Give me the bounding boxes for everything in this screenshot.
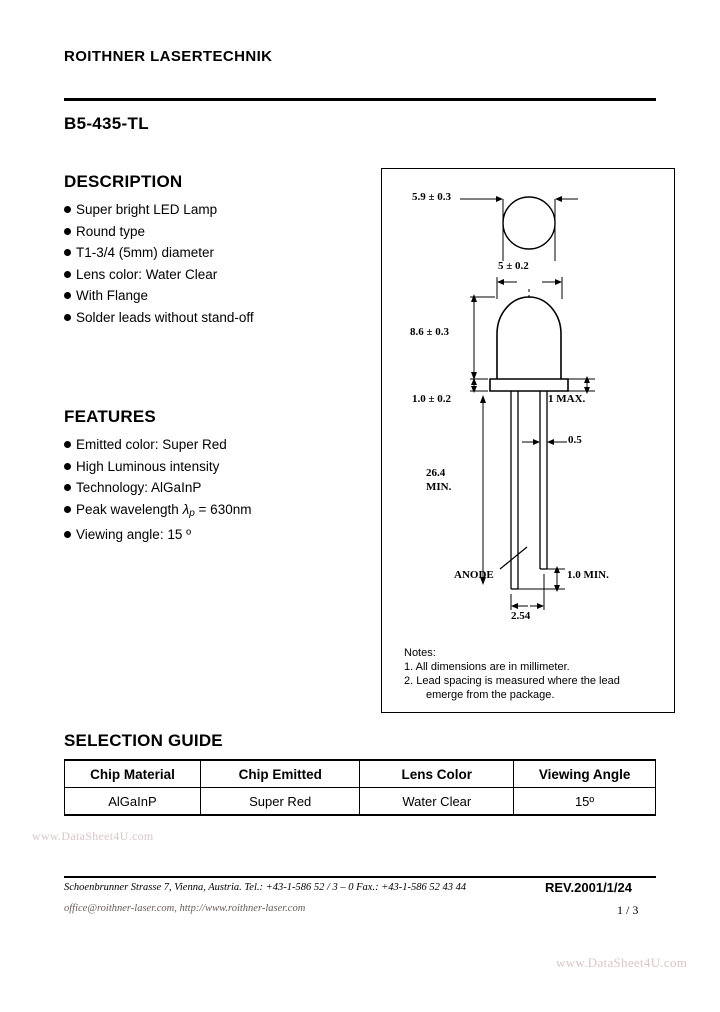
dim-top-diameter: 5.9 ± 0.3 [412, 191, 452, 203]
peak-wavelength-prefix: Peak wavelength [76, 501, 183, 517]
lambda-symbol: λ [182, 501, 190, 517]
note-2: 2. Lead spacing is measured where the lead [404, 675, 620, 687]
selection-guide-heading: SELECTION GUIDE [64, 731, 223, 750]
package-outline-drawing [382, 169, 672, 710]
dim-flange-height: 1.0 ± 0.2 [412, 393, 452, 405]
dim-lead-length: 26.4 [426, 467, 446, 479]
watermark-middle: www.DataSheet4U.com [32, 829, 154, 843]
description-heading: DESCRIPTION [64, 172, 183, 191]
list-item: Lens color: Water Clear [64, 264, 364, 286]
dim-flange-max: 1 MAX. [548, 393, 586, 405]
list-item: Viewing angle: 15 º [64, 524, 364, 546]
list-item: T1-3/4 (5mm) diameter [64, 242, 364, 264]
dim-body-width: 5 ± 0.2 [498, 260, 529, 272]
anode-label: ANODE [454, 569, 494, 581]
drawing-notes [404, 646, 659, 702]
selection-guide-table [64, 759, 656, 816]
description-list [64, 199, 364, 328]
list-item: Round type [64, 221, 364, 243]
table-header-row [65, 760, 656, 788]
cell-chip-material: AlGaInP [65, 788, 201, 816]
lambda-subscript: p [189, 507, 195, 519]
features-heading: FEATURES [64, 407, 156, 426]
package-drawing [381, 168, 675, 713]
header-divider [64, 98, 656, 101]
column-header-chip-emitted: Chip Emitted [200, 760, 360, 788]
column-header-lens-color: Lens Color [360, 760, 514, 788]
peak-wavelength-suffix: = 630nm [194, 501, 252, 517]
list-item: Emitted color: Super Red [64, 434, 364, 456]
footer-address: Schoenbrunner Strasse 7, Vienna, Austria. Tel.: +43-1-586 52 / 3 – 0 Fax.: +43-1-586 52 43 44 [64, 882, 467, 893]
footer-email-website[interactable]: office@roithner-laser.com, http://www.roithner-laser.com [64, 903, 306, 914]
column-header-chip-material: Chip Material [65, 760, 201, 788]
cell-chip-emitted: Super Red [200, 788, 360, 816]
dim-lead-spacing: 2.54 [511, 610, 531, 622]
notes-title: Notes: [404, 647, 436, 659]
note-1: 1. All dimensions are in millimeter. [404, 661, 570, 673]
list-item: Super bright LED Lamp [64, 199, 364, 221]
list-item: Technology: AlGaInP [64, 477, 364, 499]
footer-divider [64, 876, 656, 878]
list-item: Solder leads without stand-off [64, 307, 364, 329]
dim-body-height: 8.6 ± 0.3 [410, 326, 450, 338]
dim-lead-length-min: MIN. [426, 481, 452, 493]
note-2-continued: emerge from the package. [426, 689, 555, 701]
cell-viewing-angle: 15º [514, 788, 656, 816]
dim-lead-width: 0.5 [568, 434, 582, 446]
features-list [64, 434, 364, 546]
company-name: ROITHNER LASERTECHNIK [64, 48, 273, 65]
list-item-peak-wavelength [64, 499, 364, 525]
list-item: With Flange [64, 285, 364, 307]
watermark-bottom: www.DataSheet4U.com [556, 955, 688, 970]
column-header-viewing-angle: Viewing Angle [514, 760, 656, 788]
table-row [65, 788, 656, 816]
footer-revision: REV.2001/1/24 [545, 880, 632, 895]
part-number: B5-435-TL [64, 114, 149, 133]
dim-bottom-min: 1.0 MIN. [567, 569, 609, 581]
cell-lens-color: Water Clear [360, 788, 514, 816]
list-item: High Luminous intensity [64, 456, 364, 478]
footer-page-number: 1 / 3 [617, 903, 639, 917]
